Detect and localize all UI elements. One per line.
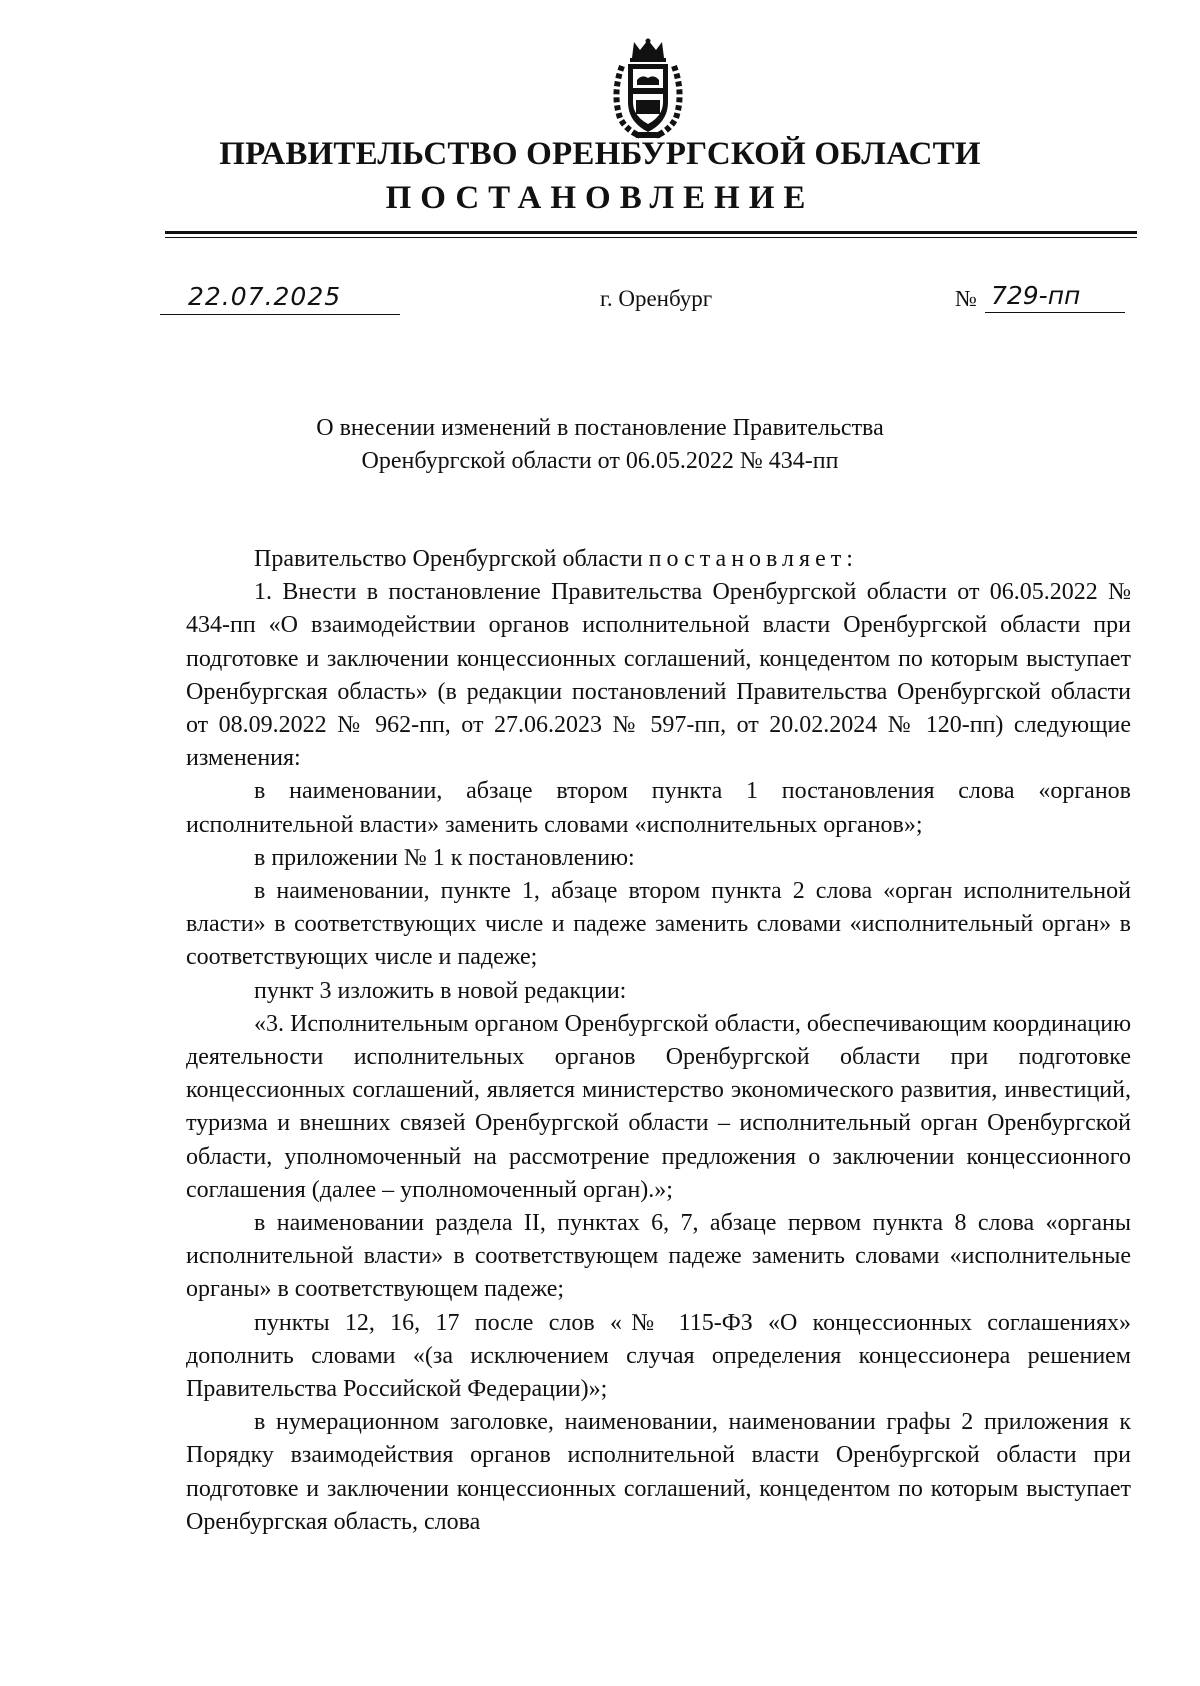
body-paragraph: «3. Исполнительным органом Оренбургской области, обеспечивающим координацию деятельности исполнительных органов Оренбургской области при подготовке концессионных соглашений, является министерство экономического развития, инвестиций, туризма и внешних связей Оренбургской области – исполнительный орган Оренбургской области, уполномоченный на рассмотрение предложения о заключении концессионного соглашения (далее – уполномоченный орган).»; — [186, 1010, 1131, 1203]
body-paragraph: в приложении № 1 к постановлению: — [254, 844, 635, 871]
body-paragraph: пункты 12, 16, 17 после слов «№ 115-ФЗ «О концессионных соглашениях» дополнить словами «(за исключением случая определения концессионера решением Правительства Российской Федерации)»; — [186, 1309, 1131, 1403]
intro-resolves: постановляет: — [648, 546, 858, 572]
header-divider-thin — [165, 237, 1137, 238]
number-sign: № — [955, 286, 977, 311]
document-city: г. Оренбург — [600, 286, 713, 311]
subject-line: О внесении изменений в постановление Правительства — [316, 415, 884, 441]
body-paragraph: в наименовании, абзаце втором пункта 1 постановления слова «органов исполнительной власти» заменить словами «исполнительных органов»; — [186, 778, 1131, 838]
intro-paragraph — [186, 543, 1131, 576]
body-paragraph: в нумерационном заголовке, наименовании, наименовании графы 2 приложения к Порядку взаимодействия органов исполнительной власти Оренбургской области при подготовке и заключении концессионных соглашений, концедентом по которым выступает Оренбургская область, слова — [186, 1409, 1131, 1535]
orenburg-coat-of-arms-icon — [610, 38, 686, 140]
body-paragraph: 1. Внести в постановление Правительства Оренбургской области от 06.05.2022 № 434-пп «О взаимодействии органов исполнительной власти Оренбургской области при подготовке и заключении концессионных соглашений, концедентом по которым выступает Оренбургская область» (в редакции постановлений Правительства Оренбургской области от 08.09.2022 № 962-пп, от 27.06.2023 № 597-пп, от 20.02.2024 № 120-пп) следующие изменения: — [186, 579, 1131, 772]
document-body — [186, 543, 1131, 1539]
subject-line: Оренбургской области от 06.05.2022 № 434-пп — [361, 448, 839, 474]
body-paragraph: в наименовании, пункте 1, абзаце втором пункта 2 слова «орган исполнительной власти» в соответствующих числе и падеже заменить словами «исполнительный орган» в соответствующих числе и падеже; — [186, 878, 1131, 971]
document-number-value: 729-пп — [985, 282, 1125, 313]
body-paragraph: в наименовании раздела II, пунктах 6, 7, абзаце первом пункта 8 слова «органы исполнительной власти» в соответствующем падеже заменить словами «исполнительные органы» в соответствующем падеже; — [186, 1210, 1131, 1303]
header-divider-thick — [165, 231, 1137, 234]
body-paragraph: пункт 3 изложить в новой редакции: — [254, 977, 627, 1004]
document-type-heading: ПОСТАНОВЛЕНИЕ — [385, 180, 815, 216]
organization-title: ПРАВИТЕЛЬСТВО ОРЕНБУРГСКОЙ ОБЛАСТИ — [219, 136, 981, 172]
intro-text: Правительство Оренбургской области — [254, 546, 643, 572]
document-subject — [0, 412, 1200, 478]
document-date: 22.07.2025 — [160, 282, 400, 315]
document-number — [955, 282, 1125, 315]
